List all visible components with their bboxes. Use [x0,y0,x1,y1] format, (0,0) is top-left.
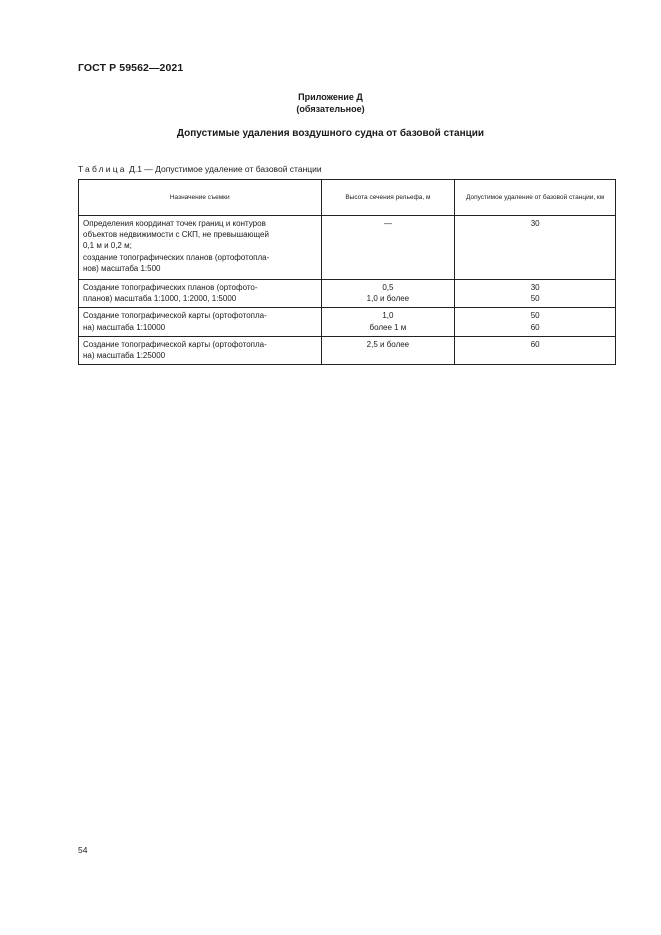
column-header-purpose: Назначение съемки [79,180,322,216]
cell-line: — [383,219,392,228]
cell-line: 50 [530,311,540,321]
cell-line: 30 [530,219,540,228]
cell-line: нов) масштаба 1:500 [83,263,161,273]
cell-line: на) масштаба 1:25000 [83,351,166,361]
table-row [79,216,616,280]
cell-line: 1,0 [382,311,394,321]
cell-line: 50 [530,294,540,304]
standard-number: ГОСТ Р 59562—2021 [78,62,184,74]
table-row [79,308,616,336]
cell-distance [455,216,616,280]
cell-line: 30 [530,283,540,292]
appendix-title: Приложение Д [298,92,363,102]
cell-distance [455,308,616,336]
cell-line: 60 [530,339,540,349]
table-caption [78,164,322,174]
table-header-row [79,180,616,216]
cell-line: Определения координат точек границ и контуров [83,219,266,228]
cell-height [321,336,455,364]
table-row [79,280,616,308]
column-header-height: Высота сечения рельефа, м [321,180,455,216]
cell-line: Создание топографической карты (ортофотопла- [83,339,267,349]
cell-line: 0,1 м и 0,2 м; [83,241,132,251]
table-caption-text: Д.1 — Допустимое удаление от базовой станции [126,164,322,174]
cell-line: создание топографических планов (ортофотопла- [83,252,270,262]
section-heading: Допустимые удаления воздушного судна от базовой станции [176,128,485,139]
page-number: 54 [78,845,88,855]
cell-line: Создание топографической карты (ортофотопла- [83,311,267,321]
cell-purpose [79,308,322,336]
cell-distance [455,336,616,364]
cell-line: 2,5 и более [366,339,410,349]
cell-line: планов) масштаба 1:1000, 1:2000, 1:5000 [83,294,237,304]
table-row [79,336,616,364]
cell-height [321,308,455,336]
column-header-distance: Допустимое удаление от базовой станции, км [455,180,616,216]
cell-purpose [79,280,322,308]
cell-distance [455,280,616,308]
cell-line: Создание топографических планов (ортофото- [83,283,258,292]
cell-height [321,216,455,280]
cell-purpose [79,216,322,280]
cell-purpose [79,336,322,364]
cell-line: более 1 м [369,322,407,332]
table-caption-prefix: Таблица [78,164,127,174]
cell-line: 1,0 и более [366,294,410,304]
cell-line: на) масштаба 1:10000 [83,322,166,332]
allowed-distance-table [78,179,616,365]
appendix-status: (обязательное) [296,104,365,114]
cell-line: 0,5 [382,283,394,292]
cell-line: объектов недвижимости с СКП, не превышающей [83,230,269,240]
cell-line: 60 [530,322,540,332]
appendix-block [0,91,661,115]
cell-height [321,280,455,308]
